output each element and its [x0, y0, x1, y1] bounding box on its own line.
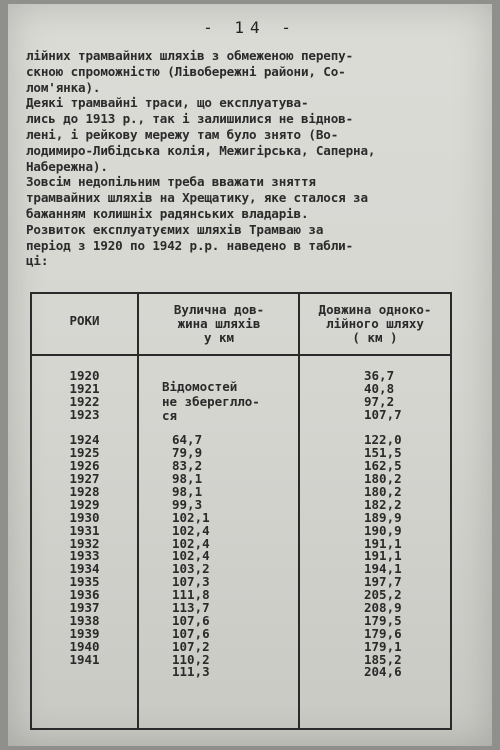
table-cell-street: 107,2	[172, 638, 210, 654]
table-cell-street: 98,1	[172, 484, 203, 500]
table-cell-year: 1929	[69, 496, 100, 512]
page-number: - 14 -	[203, 18, 297, 37]
text-line: лом'янка).	[26, 79, 101, 95]
table-cell-year: 1940	[69, 638, 100, 654]
text-line: лодимиро-Либідська колія, Межигірська, Саперна,	[26, 142, 376, 158]
header-single-track-length: Довжина одноко- лійного шляху ( км )	[318, 302, 432, 345]
table-cell-year: 1930	[69, 509, 100, 525]
table-cell-single: 191,1	[364, 548, 402, 564]
table-cell-year: 1934	[69, 561, 100, 577]
table-cell-single: 151,5	[364, 445, 402, 461]
header-divider	[32, 354, 450, 356]
table-cell-street: 111,3	[172, 664, 210, 680]
body-text	[26, 48, 480, 269]
table-cell-single: 204,6	[364, 664, 402, 680]
text-line: лійних трамвайних шляхів з обмеженою перепу-	[26, 48, 354, 63]
table-cell-year: 1920	[69, 368, 100, 383]
table-cell-year: 1937	[69, 600, 100, 616]
table-cell-single: 107,7	[364, 406, 402, 422]
years-column	[32, 370, 137, 679]
table-cell-single: 180,2	[364, 471, 402, 487]
text-line: Деякі трамвайні траси, що експлуатува-	[26, 95, 309, 111]
table-cell-single: 189,9	[364, 509, 402, 525]
table-cell-single: 182,2	[364, 496, 402, 512]
table-cell-year: 1922	[69, 393, 100, 409]
table-cell-single: 205,2	[364, 587, 402, 603]
table-cell-year: 1926	[69, 458, 100, 474]
header-years: РОКИ	[69, 313, 100, 328]
table-cell-street: 113,7	[172, 600, 210, 616]
table-cell-single: 40,8	[364, 380, 395, 396]
table-cell-street: 110,2	[172, 651, 210, 667]
document-page	[8, 4, 492, 746]
table-cell-street	[142, 422, 292, 435]
table-cell-single: 179,5	[364, 612, 402, 628]
table-cell-street	[142, 409, 292, 422]
text-line: лись до 1913 р., так і залишилися не віднов-	[26, 111, 354, 127]
single-track-column	[302, 370, 442, 679]
header-street-length: Вулична дов- жина шляхів у км	[173, 302, 265, 345]
table-cell-single: 122,0	[364, 432, 402, 448]
table-cell-street: 102,4	[172, 548, 210, 564]
table-cell-single: 194,1	[364, 561, 402, 577]
table-cell-street: 102,4	[172, 535, 210, 551]
table-cell-year: 1927	[69, 471, 100, 487]
table-cell-year: 1932	[69, 535, 100, 551]
table-cell-street: 107,3	[172, 574, 210, 590]
table-cell-street: 111,8	[172, 587, 210, 603]
table-cell-year: 1938	[69, 612, 100, 628]
data-table	[30, 292, 452, 730]
table-cell-single: 97,2	[364, 393, 395, 409]
table-cell-year: 1931	[69, 522, 100, 538]
table-cell-street: 83,2	[172, 458, 203, 474]
text-line: скною спроможністю (Лівобережні райони, Со-	[26, 63, 346, 79]
table-cell-year: 1936	[69, 587, 100, 603]
table-cell-single: 191,1	[364, 535, 402, 551]
text-line: бажанням колишніх радянських владарів.	[26, 205, 309, 221]
table-cell-year: 1941	[69, 651, 100, 667]
table-cell-street: 99,3	[172, 496, 203, 512]
table-cell-street	[142, 383, 292, 396]
table-cell-year: 1933	[69, 548, 100, 564]
table-cell-year	[32, 666, 137, 679]
table-cell-year: 1921	[69, 380, 100, 396]
table-cell-year: 1923	[69, 406, 100, 422]
table-cell-single: 185,2	[364, 651, 402, 667]
table-cell-year: 1925	[69, 445, 100, 461]
table-cell-single: 190,9	[364, 522, 402, 538]
text-line: Набережна).	[26, 158, 108, 174]
table-cell-single: 208,9	[364, 600, 402, 616]
table-cell-street: 98,1	[172, 471, 203, 487]
table-cell-street: 64,7	[172, 432, 203, 448]
table-cell-single: 179,1	[364, 638, 402, 654]
table-cell-street: 107,6	[172, 625, 210, 641]
table-cell-single: 36,7	[364, 368, 395, 383]
text-line: лені, і рейкову мережу там було знято (Во-	[26, 126, 339, 142]
table-cell-single: 197,7	[364, 574, 402, 590]
table-cell-street: 79,9	[172, 445, 203, 461]
table-cell-street	[142, 370, 292, 383]
text-line: Розвиток експлуатуємих шляхів Трамваю за	[26, 221, 324, 237]
table-cell-street: 103,2	[172, 561, 210, 577]
table-cell-single: 180,2	[364, 484, 402, 500]
text-line: період з 1920 по 1942 р.р. наведено в табли-	[26, 237, 354, 253]
column-divider	[137, 294, 139, 728]
table-cell-year: 1935	[69, 574, 100, 590]
text-line: трамвайних шляхів на Хрещатику, яке сталося за	[26, 190, 368, 206]
text-line: Зовсім недопільним треба вважати зняття	[26, 174, 316, 190]
table-cell-street: 107,6	[172, 612, 210, 628]
table-cell-single: 179,6	[364, 625, 402, 641]
table-cell-year: 1924	[69, 432, 100, 448]
no-data-note: Відомостей не збереглло- ся	[162, 379, 260, 423]
text-line: ці:	[26, 253, 49, 269]
column-divider	[298, 294, 300, 728]
street-length-column	[142, 370, 292, 679]
table-cell-street: 102,1	[172, 509, 210, 525]
table-cell-year: 1928	[69, 484, 100, 500]
table-cell-single: 162,5	[364, 458, 402, 474]
table-cell-year: 1939	[69, 625, 100, 641]
table-cell-street	[142, 396, 292, 409]
table-cell-street: 102,4	[172, 522, 210, 538]
